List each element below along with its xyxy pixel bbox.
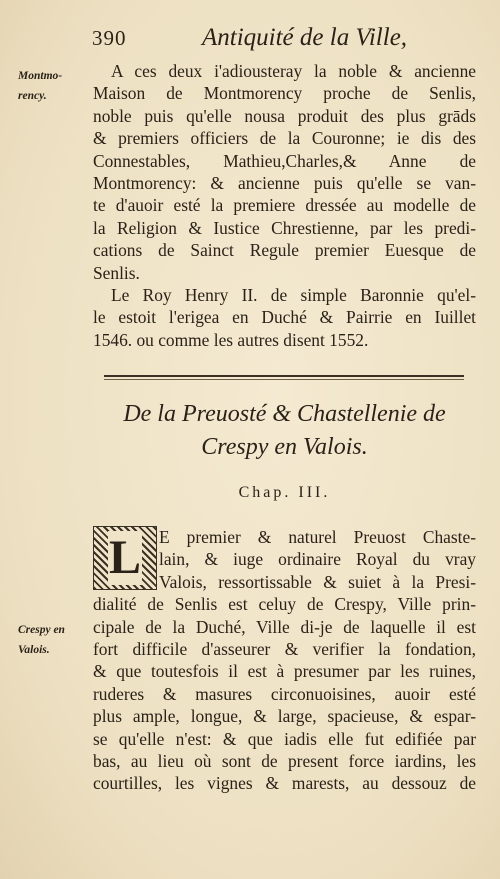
text-line: noble puis qu'elle nousa produit des plus grāds	[93, 105, 476, 126]
text-line: Connestables, Mathieu,Charles,& Anne de	[93, 150, 476, 171]
paragraph-crespy	[93, 526, 476, 795]
running-title: Antiquité de la Ville,	[202, 24, 408, 51]
text-line: cipale de la Duché, Ville di-je de laquelle il est	[93, 616, 476, 637]
text-line: Senlis.	[93, 262, 140, 283]
page-header	[92, 24, 482, 58]
text-line: A ces deux i'adiousteray la noble & ancienne	[111, 61, 476, 81]
text-line: Valois, ressortissable & suiet à la Presi-	[159, 571, 476, 592]
paragraph-montmorency	[93, 60, 476, 351]
margin-note-montmorency: Montmo-rency.	[18, 70, 63, 102]
chapter-heading: Chap. III.	[238, 484, 331, 501]
text-line: 1546. ou comme les autres disent 1552.	[93, 329, 369, 350]
text-line: E premier & naturel Preuost Chaste-	[159, 527, 476, 547]
dropcap-letter: L	[108, 531, 141, 584]
text-line: dialité de Senlis est celuy de Crespy, Ville prin-	[93, 594, 476, 615]
text-line: Maison de Montmorency proche de Senlis,	[93, 83, 476, 104]
margin-note-crespy: Crespy en Valois.	[18, 624, 65, 656]
text-line: te d'auoir esté la premiere dressée au modelle de	[93, 195, 476, 216]
text-line: & que toutesfois il est à presumer par les ruines,	[93, 661, 476, 682]
text-line: fort difficile d'asseurer & verifier la fondation,	[93, 639, 476, 660]
section-title-line1: De la Preuosté & Chastellenie de	[123, 401, 446, 427]
text-line: lain, & iuge ordinaire Royal du vray	[159, 549, 476, 570]
text-line: bas, au lieu où sont de present force iardins, les	[93, 751, 476, 772]
text-line: ruderes & masures circonuoisines, auoir esté	[93, 683, 476, 704]
section-title-line2: Crespy en Valois.	[201, 434, 368, 460]
text-line: cations de Sainct Regule premier Euesque de	[93, 240, 476, 261]
text-line: le estoit l'erigea en Duché & Pairrie en Iuillet	[93, 307, 476, 328]
section-divider-thin	[104, 379, 464, 380]
section-divider	[104, 375, 464, 377]
text-line: & premiers officiers de la Couronne; ie dis des	[93, 128, 476, 149]
page-number: 390	[92, 26, 127, 50]
text-line: plus ample, longue, & large, spacieuse, & espar-	[93, 706, 476, 727]
text-line: Montmorency: & ancienne puis qu'elle se van-	[93, 173, 476, 194]
text-line: se qu'elle n'est: & que iadis elle fut edifiée par	[93, 728, 476, 749]
text-line: courtilles, les vignes & marests, au dessouz de	[93, 773, 476, 794]
text-line: Le Roy Henry II. de simple Baronnie qu'el-	[111, 285, 476, 306]
text-line: la Religion & Iustice Chrestienne, par les predi-	[93, 217, 476, 238]
